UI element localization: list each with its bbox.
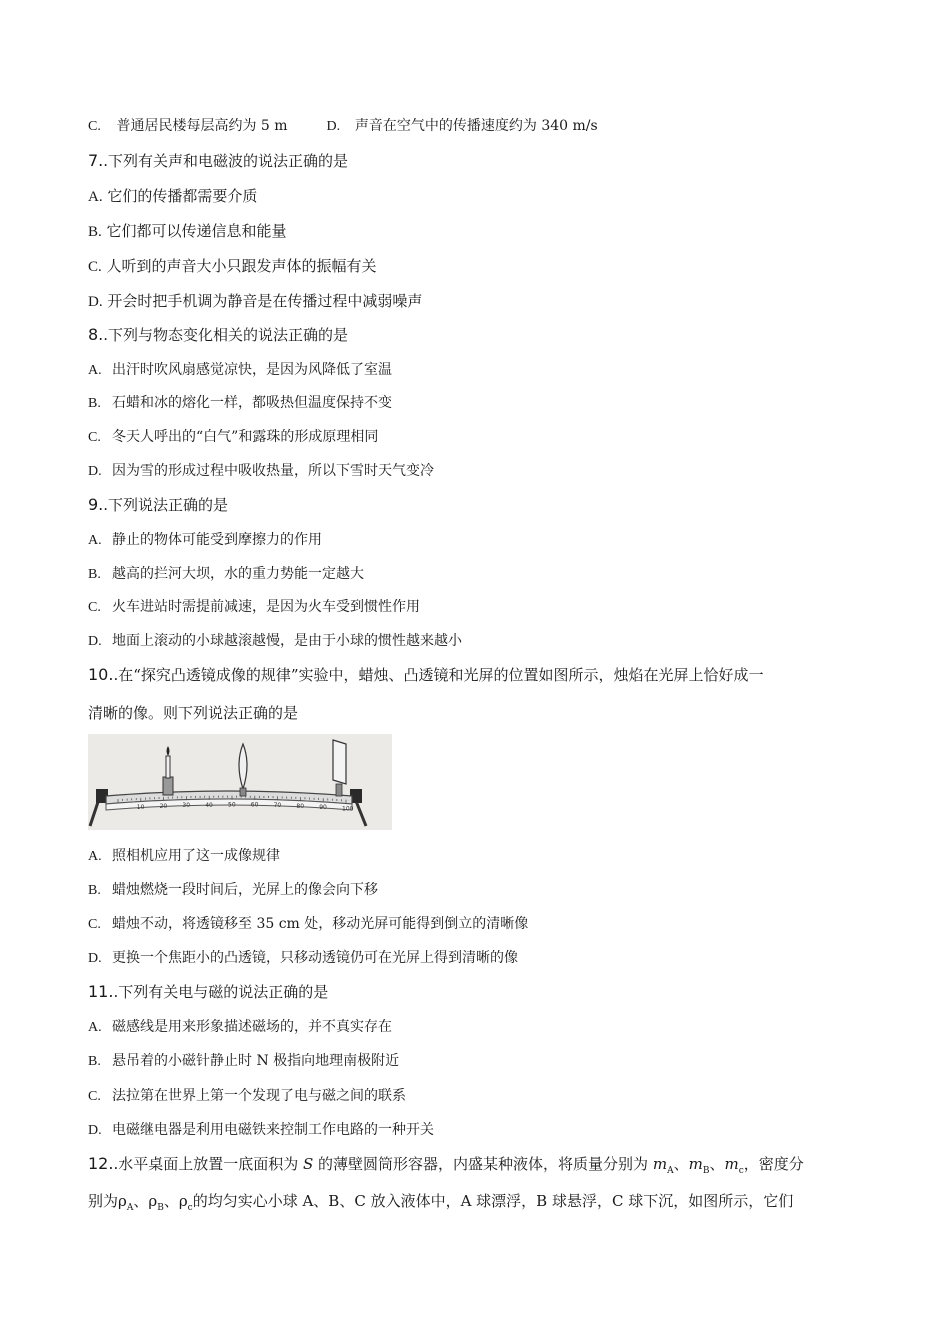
option-text: 石蜡和冰的熔化一样，都吸热但温度保持不变 — [112, 395, 392, 411]
convex-lens-icon — [239, 744, 247, 789]
option-label: B. — [88, 1054, 101, 1069]
candle-icon — [166, 756, 170, 778]
option-text: 磁感线是用来形象描述磁场的，并不真实存在 — [112, 1019, 392, 1035]
question-9-stem — [88, 495, 228, 515]
ruler-label: 80 — [296, 802, 305, 810]
q9-option-a — [88, 530, 322, 551]
option-label: B. — [88, 567, 101, 582]
mass-variable: m — [688, 1155, 703, 1173]
question-text: .水平桌面上放置一底面积为 — [113, 1155, 303, 1173]
question-number: 12. — [88, 1154, 114, 1173]
option-label: C. — [88, 259, 102, 275]
option-label: D. — [88, 634, 102, 649]
ruler-label: 70 — [273, 802, 282, 810]
question-text: .下列与物态变化相关的说法正确的是 — [103, 326, 349, 344]
option-label: D. — [326, 119, 341, 134]
q11-option-a — [88, 1017, 392, 1038]
option-text: 法拉第在世界上第一个发现了电与磁之间的联系 — [112, 1088, 406, 1104]
ruler-label: 50 — [228, 801, 236, 809]
option-text: 它们都可以传递信息和能量 — [101, 222, 287, 240]
subscript: c — [738, 1166, 744, 1176]
option-text: 出汗时吹风扇感觉凉快，是因为风降低了室温 — [112, 362, 392, 378]
option-text: 开会时把手机调为静音是在传播过程中减弱噪声 — [102, 292, 423, 310]
option-label: C. — [88, 119, 101, 134]
question-12-stem-cont — [88, 1191, 793, 1218]
separator: 、 — [163, 1192, 179, 1210]
option-label: A. — [88, 363, 102, 378]
question-text: ，密度分 — [743, 1155, 804, 1173]
q11-option-d — [88, 1120, 434, 1141]
option-text: 越高的拦河大坝，水的重力势能一定越大 — [112, 566, 364, 582]
option-label: C. — [88, 1089, 101, 1104]
q11-option-c — [88, 1086, 406, 1107]
question-text: 别为 — [88, 1192, 119, 1210]
subscript: B — [702, 1166, 710, 1176]
option-text: 蜡烛燃烧一段时间后，光屏上的像会向下移 — [112, 882, 378, 898]
question-text: 清晰的像。则下列说法正确的是 — [88, 704, 299, 722]
separator: 、 — [673, 1155, 689, 1173]
ruler-label: 100 — [342, 805, 354, 813]
option-text: 火车进站时需提前减速，是因为火车受到惯性作用 — [112, 599, 420, 615]
option-text: 它们的传播都需要介质 — [102, 187, 258, 205]
q9-option-d — [88, 631, 462, 652]
q7-option-a — [88, 186, 257, 207]
option-text: 静止的物体可能受到摩擦力的作用 — [112, 532, 322, 548]
subscript: A — [126, 1203, 134, 1213]
question-12-stem — [88, 1154, 804, 1181]
option-label: D. — [88, 294, 103, 310]
option-text: 普通居民楼每层高约为 5 m — [116, 118, 288, 134]
option-text: 因为雪的形成过程中吸收热量，所以下雪时天气变冷 — [112, 463, 434, 479]
q10-option-d — [88, 948, 518, 969]
question-number: 8. — [88, 325, 104, 344]
flame-icon — [167, 746, 170, 756]
option-label: D. — [88, 951, 102, 966]
q7-option-d — [88, 291, 422, 312]
question-text: .下列有关电与磁的说法正确的是 — [113, 983, 329, 1001]
q7-option-b — [88, 221, 287, 242]
option-text: 蜡烛不动，将透镜移至 35 cm 处，移动光屏可能得到倒立的清晰像 — [112, 916, 529, 932]
option-text: 更换一个焦距小的凸透镜，只移动透镜仍可在光屏上得到清晰的像 — [112, 950, 518, 966]
question-number: 9. — [88, 495, 104, 514]
q8-option-b — [88, 393, 392, 414]
question-text: 的薄壁圆筒形容器，内盛某种液体，将质量分别为 — [313, 1155, 653, 1173]
subscript: c — [187, 1203, 193, 1213]
question-text: .下列说法正确的是 — [103, 496, 229, 514]
question-text: .在“探究凸透镜成像的规律”实验中，蜡烛、凸透镜和光屏的位置如图所示，烛焰在光屏上恰好成一 — [113, 666, 764, 684]
q10-option-a — [88, 846, 280, 867]
optical-bench-illustration — [88, 734, 392, 830]
option-label: C. — [88, 600, 101, 615]
option-label: A. — [88, 849, 102, 864]
ruler-label: 40 — [205, 801, 213, 809]
question-number: 11. — [88, 982, 114, 1001]
option-label: A. — [88, 533, 102, 548]
ruler-label: 20 — [159, 803, 168, 811]
option-label: D. — [88, 1123, 102, 1138]
light-screen-icon — [333, 740, 346, 784]
mass-variable: m — [724, 1155, 739, 1173]
question-10-stem-cont — [88, 703, 298, 723]
q8-option-a — [88, 360, 392, 381]
separator: 、 — [709, 1155, 725, 1173]
question-number: 7. — [88, 151, 104, 170]
question-7-stem — [88, 151, 348, 171]
option-text: 电磁继电器是利用电磁铁来控制工作电路的一种开关 — [112, 1122, 434, 1138]
q8-option-c — [88, 427, 378, 448]
q9-option-c — [88, 597, 420, 618]
option-label: C. — [88, 430, 101, 445]
density-symbol: ρ — [178, 1192, 188, 1210]
option-label: B. — [88, 224, 102, 240]
area-variable: S — [303, 1155, 314, 1173]
option-label: B. — [88, 396, 101, 411]
option-text: 声音在空气中的传播速度约为 340 m/s — [354, 118, 598, 134]
optical-bench-figure — [88, 734, 392, 830]
option-text: 悬吊着的小磁针静止时 N 极指向地理南极附近 — [112, 1053, 400, 1069]
density-symbol: ρ — [118, 1192, 127, 1210]
question-11-stem — [88, 982, 328, 1002]
ruler-label: 90 — [319, 803, 327, 811]
q10-option-b — [88, 880, 378, 901]
question-10-stem — [88, 665, 764, 685]
option-label: C. — [88, 917, 101, 932]
option-text: 人听到的声音大小只跟发声体的振幅有关 — [101, 257, 377, 275]
subscript: A — [667, 1166, 674, 1176]
option-text: 冬天人呼出的“白气”和露珠的形成原理相同 — [112, 429, 379, 445]
q6-options-cd — [88, 116, 598, 137]
question-text: .下列有关声和电磁波的说法正确的是 — [103, 152, 349, 170]
q9-option-b — [88, 564, 364, 585]
option-label: D. — [88, 464, 102, 479]
candle-holder — [163, 777, 173, 795]
subscript: B — [157, 1203, 164, 1213]
question-number: 10. — [88, 665, 114, 684]
question-text: 的均匀实心小球 A、B、C 放入液体中，A 球漂浮，B 球悬浮，C 球下沉，如图所示，它们 — [192, 1192, 794, 1210]
option-text: 照相机应用了这一成像规律 — [112, 848, 280, 864]
ruler-label: 30 — [182, 802, 191, 810]
option-label: A. — [88, 189, 103, 205]
q7-option-c — [88, 256, 377, 277]
option-label: A. — [88, 1020, 102, 1035]
density-symbol: ρ — [148, 1192, 158, 1210]
separator: 、 — [133, 1192, 149, 1210]
question-8-stem — [88, 325, 348, 345]
ruler-label: 10 — [136, 804, 145, 812]
option-label: B. — [88, 883, 101, 898]
ruler-label: 60 — [250, 801, 259, 809]
option-text: 地面上滚动的小球越滚越慢，是由于小球的惯性越来越小 — [112, 633, 462, 649]
q8-option-d — [88, 461, 434, 482]
mass-variable: m — [652, 1155, 668, 1173]
q11-option-b — [88, 1051, 399, 1072]
q10-option-c — [88, 914, 528, 935]
